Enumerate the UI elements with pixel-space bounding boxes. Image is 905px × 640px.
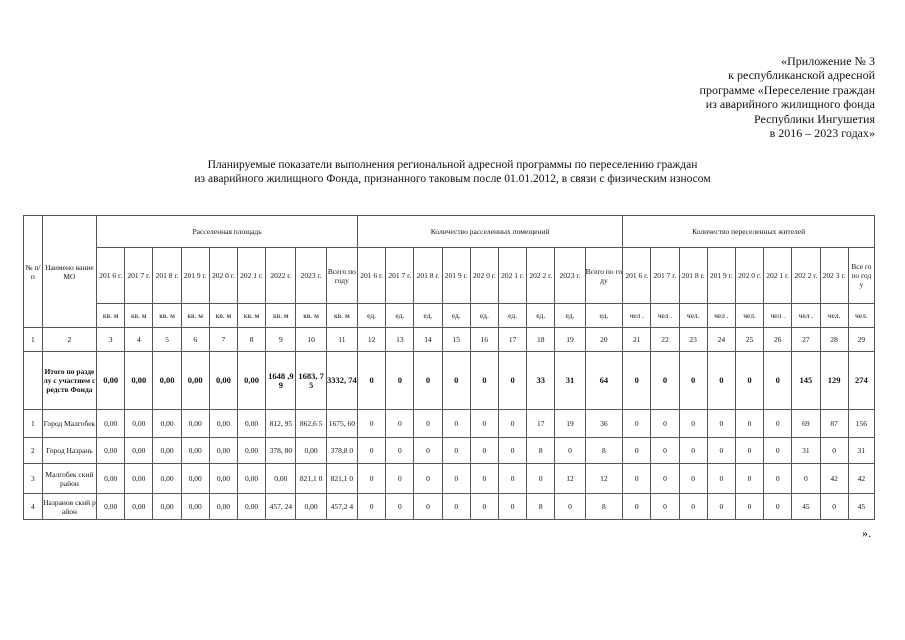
row-value-people: 45 (848, 494, 874, 520)
header-unit: кв. м (97, 304, 125, 328)
column-number: 28 (820, 328, 848, 352)
row-value-rooms: 0 (414, 438, 442, 464)
row-value-people: 42 (820, 464, 848, 494)
row-value-rooms: 0 (414, 410, 442, 438)
row-value-people: 0 (820, 438, 848, 464)
row-value-area: 0,00 (238, 410, 266, 438)
column-number: 27 (792, 328, 820, 352)
header-year: 201 9 г. (707, 248, 735, 304)
row-value-people: 0 (651, 494, 679, 520)
column-number: 17 (498, 328, 526, 352)
row-value-people: 0 (820, 494, 848, 520)
row-value-rooms: 0 (470, 494, 498, 520)
header-year: 201 7 г. (125, 248, 153, 304)
row-value-area: 378, 80 (266, 438, 296, 464)
header-year: 202 2 г. (792, 248, 820, 304)
header-year: 201 8 г. (414, 248, 442, 304)
row-value-rooms: 31 (555, 352, 585, 410)
header-year: 202 0 г. (735, 248, 763, 304)
header-unit: чел . (651, 304, 679, 328)
header-year: 202 1 г. (764, 248, 792, 304)
row-value-rooms: 0 (386, 438, 414, 464)
column-number: 18 (527, 328, 555, 352)
document-heading (0, 158, 905, 186)
row-value-people: 129 (820, 352, 848, 410)
row-value-area: 0,00 (181, 494, 209, 520)
row-value-rooms: 8 (527, 494, 555, 520)
header-year: 2022 г. (266, 248, 296, 304)
column-number: 4 (125, 328, 153, 352)
row-value-people: 156 (848, 410, 874, 438)
row-value-people: 87 (820, 410, 848, 438)
row-value-people: 31 (792, 438, 820, 464)
row-value-people: 145 (792, 352, 820, 410)
row-value-area: 0,00 (153, 352, 181, 410)
header-unit: ед. (527, 304, 555, 328)
column-number: 12 (358, 328, 386, 352)
column-number: 13 (386, 328, 414, 352)
header-year: Всего по году (585, 248, 623, 304)
row-value-rooms: 0 (414, 352, 442, 410)
header-year: 2023 г. (555, 248, 585, 304)
row-value-rooms: 33 (527, 352, 555, 410)
row-value-people: 0 (679, 464, 707, 494)
row-value-area: 0,00 (296, 438, 326, 464)
row-value-area: 378,8 0 (326, 438, 357, 464)
row-value-people: 0 (764, 438, 792, 464)
row-value-people: 0 (651, 438, 679, 464)
row-value-rooms: 0 (358, 438, 386, 464)
row-value-rooms: 8 (585, 438, 623, 464)
row-value-rooms: 17 (527, 410, 555, 438)
row-value-rooms: 0 (498, 438, 526, 464)
header-unit: кв. м (296, 304, 326, 328)
header-group-people: Количество переселенных жителей (623, 216, 875, 248)
header-year: 201 8 г. (679, 248, 707, 304)
column-number: 2 (42, 328, 96, 352)
header-unit: чел . (707, 304, 735, 328)
header-year: Всего по году (326, 248, 357, 304)
column-number: 20 (585, 328, 623, 352)
row-value-area: 0,00 (209, 410, 237, 438)
column-number: 24 (707, 328, 735, 352)
row-value-area: 457, 24 (266, 494, 296, 520)
row-value-area: 0,00 (181, 352, 209, 410)
row-value-people: 0 (707, 438, 735, 464)
column-number: 29 (848, 328, 874, 352)
row-value-rooms: 0 (498, 410, 526, 438)
column-number: 10 (296, 328, 326, 352)
row-value-rooms: 0 (470, 410, 498, 438)
row-value-area: 812, 95 (266, 410, 296, 438)
row-value-people: 69 (792, 410, 820, 438)
row-value-area: 0,00 (125, 494, 153, 520)
column-number: 14 (414, 328, 442, 352)
column-number: 11 (326, 328, 357, 352)
row-value-area: 0,00 (153, 438, 181, 464)
row-value-area: 457,2 4 (326, 494, 357, 520)
row-municipality: Малгобек ский район (42, 464, 96, 494)
row-value-people: 0 (707, 494, 735, 520)
row-value-area: 0,00 (125, 438, 153, 464)
row-value-area: 0,00 (153, 410, 181, 438)
row-value-area: 1683, 75 (296, 352, 326, 410)
row-value-people: 42 (848, 464, 874, 494)
column-number: 9 (266, 328, 296, 352)
row-value-people: 0 (651, 464, 679, 494)
header-unit: чел . (792, 304, 820, 328)
header-unit: ед. (442, 304, 470, 328)
header-year: 202 0 г. (209, 248, 237, 304)
row-value-people: 0 (735, 464, 763, 494)
column-number: 15 (442, 328, 470, 352)
row-value-rooms: 0 (358, 464, 386, 494)
appendix-line: к республиканской адресной (728, 68, 875, 83)
header-unit: чел . (623, 304, 651, 328)
row-value-area: 0,00 (209, 494, 237, 520)
header-number: № п/п (24, 216, 43, 328)
header-unit: чел. (735, 304, 763, 328)
row-value-rooms: 0 (442, 410, 470, 438)
row-value-rooms: 0 (470, 464, 498, 494)
row-value-area: 0,00 (125, 410, 153, 438)
header-unit: ед. (498, 304, 526, 328)
heading-line-1: Планируемые показатели выполнения региональной адресной программы по переселению граждан (207, 159, 698, 171)
row-value-people: 0 (623, 494, 651, 520)
row-value-rooms: 0 (358, 410, 386, 438)
row-value-rooms: 8 (527, 438, 555, 464)
row-value-people: 0 (764, 494, 792, 520)
header-unit: чел. (820, 304, 848, 328)
appendix-line: в 2016 – 2023 годах» (769, 126, 875, 141)
header-unit: кв. м (326, 304, 357, 328)
row-value-rooms: 12 (555, 464, 585, 494)
row-value-area: 0,00 (238, 352, 266, 410)
row-value-area: 1648 ,99 (266, 352, 296, 410)
row-value-people: 0 (651, 352, 679, 410)
row-number: 2 (24, 438, 43, 464)
header-year: 202 2 г. (527, 248, 555, 304)
row-value-area: 0,00 (209, 438, 237, 464)
header-group-rooms: Количество расселенных помещений (358, 216, 623, 248)
header-unit: ед. (358, 304, 386, 328)
row-value-rooms: 0 (527, 464, 555, 494)
row-value-area: 0,00 (181, 410, 209, 438)
row-value-rooms: 0 (414, 494, 442, 520)
appendix-line: «Приложение № 3 (781, 54, 875, 68)
row-value-rooms: 19 (555, 410, 585, 438)
row-value-people: 274 (848, 352, 874, 410)
row-value-rooms: 0 (498, 352, 526, 410)
column-number: 16 (470, 328, 498, 352)
row-value-area: 821,1 0 (326, 464, 357, 494)
row-value-area: 0,00 (181, 438, 209, 464)
row-value-rooms: 0 (442, 438, 470, 464)
row-municipality: Назранов ский район (42, 494, 96, 520)
row-value-area: 0,00 (153, 494, 181, 520)
row-municipality: Город Назрань (42, 438, 96, 464)
row-value-area: 0,00 (97, 494, 125, 520)
row-value-rooms: 36 (585, 410, 623, 438)
header-unit: ед. (386, 304, 414, 328)
row-value-area: 0,00 (209, 464, 237, 494)
row-value-area: 0,00 (238, 494, 266, 520)
row-value-area: 0,00 (238, 464, 266, 494)
row-value-area: 862,6 5 (296, 410, 326, 438)
header-unit: чел. (679, 304, 707, 328)
row-value-rooms: 8 (585, 494, 623, 520)
header-year: 202 1 г. (238, 248, 266, 304)
header-unit: ед. (585, 304, 623, 328)
header-year: 202 1 г. (498, 248, 526, 304)
row-value-people: 0 (679, 494, 707, 520)
row-value-area: 0,00 (97, 438, 125, 464)
header-year: 202 3 г. (820, 248, 848, 304)
row-value-people: 0 (707, 352, 735, 410)
header-unit: кв. м (181, 304, 209, 328)
column-number: 6 (181, 328, 209, 352)
header-unit: ед. (470, 304, 498, 328)
row-value-rooms: 0 (498, 494, 526, 520)
row-value-rooms: 0 (386, 494, 414, 520)
header-year: 201 6 г. (623, 248, 651, 304)
column-number: 23 (679, 328, 707, 352)
row-value-people: 0 (764, 464, 792, 494)
header-unit: кв. м (266, 304, 296, 328)
row-value-area: 0,00 (97, 410, 125, 438)
row-value-rooms: 0 (442, 352, 470, 410)
column-number: 8 (238, 328, 266, 352)
column-number: 26 (764, 328, 792, 352)
row-value-people: 31 (848, 438, 874, 464)
column-number: 3 (97, 328, 125, 352)
row-value-area: 821,1 0 (296, 464, 326, 494)
header-year: Все го по год у (848, 248, 874, 304)
header-unit: кв. м (209, 304, 237, 328)
row-value-people: 0 (735, 438, 763, 464)
row-number: 4 (24, 494, 43, 520)
header-year: 201 9 г. (442, 248, 470, 304)
header-year: 201 8 г. (153, 248, 181, 304)
header-unit: кв. м (153, 304, 181, 328)
row-value-rooms: 0 (555, 494, 585, 520)
row-value-area: 0,00 (97, 464, 125, 494)
row-value-people: 45 (792, 494, 820, 520)
row-value-rooms: 0 (470, 438, 498, 464)
column-number: 21 (623, 328, 651, 352)
row-value-people: 0 (764, 352, 792, 410)
column-number: 19 (555, 328, 585, 352)
header-unit: чел. (848, 304, 874, 328)
header-unit: кв. м (125, 304, 153, 328)
row-value-area: 0,00 (266, 464, 296, 494)
row-value-area: 1675, 60 (326, 410, 357, 438)
row-value-area: 0,00 (125, 352, 153, 410)
row-value-people: 0 (623, 438, 651, 464)
row-value-rooms: 0 (555, 438, 585, 464)
header-year: 201 9 г. (181, 248, 209, 304)
column-number: 25 (735, 328, 763, 352)
row-value-people: 0 (707, 410, 735, 438)
row-value-area: 3332, 74 (326, 352, 357, 410)
appendix-line: Республики Ингушетия (754, 111, 875, 126)
header-year: 2023 г. (296, 248, 326, 304)
appendix-line: из аварийного жилищного фонда (705, 97, 875, 112)
row-value-people: 0 (679, 410, 707, 438)
row-value-people: 0 (735, 410, 763, 438)
row-value-people: 0 (623, 410, 651, 438)
header-group-area: Расселенная площадь (97, 216, 358, 248)
row-value-area: 0,00 (209, 352, 237, 410)
row-number (24, 352, 43, 410)
row-value-people: 0 (735, 352, 763, 410)
row-value-people: 0 (651, 410, 679, 438)
header-unit: чел . (764, 304, 792, 328)
row-value-rooms: 0 (386, 352, 414, 410)
header-unit: кв. м (238, 304, 266, 328)
row-value-rooms: 0 (470, 352, 498, 410)
header-unit: ед. (414, 304, 442, 328)
header-year: 201 6 г. (358, 248, 386, 304)
row-value-rooms: 0 (442, 464, 470, 494)
header-year: 201 7 г. (386, 248, 414, 304)
column-number: 1 (24, 328, 43, 352)
header-unit: ед. (555, 304, 585, 328)
row-value-people: 0 (707, 464, 735, 494)
row-value-rooms: 0 (386, 464, 414, 494)
row-value-people: 0 (623, 464, 651, 494)
row-value-area: 0,00 (238, 438, 266, 464)
row-value-area: 0,00 (296, 494, 326, 520)
header-year: 202 0 г. (470, 248, 498, 304)
row-value-people: 0 (735, 494, 763, 520)
header-year: 201 7 г. (651, 248, 679, 304)
column-number: 22 (651, 328, 679, 352)
row-value-people: 0 (623, 352, 651, 410)
row-value-rooms: 0 (358, 352, 386, 410)
row-value-people: 0 (679, 438, 707, 464)
row-value-rooms: 0 (358, 494, 386, 520)
indicators-table (23, 215, 875, 520)
column-number: 7 (209, 328, 237, 352)
appendix-line: программе «Переселение граждан (699, 82, 875, 97)
row-value-rooms: 0 (414, 464, 442, 494)
row-value-area: 0,00 (181, 464, 209, 494)
row-number: 1 (24, 410, 43, 438)
closing-quote: ». (862, 526, 871, 540)
row-value-area: 0,00 (97, 352, 125, 410)
row-value-rooms: 12 (585, 464, 623, 494)
column-number: 5 (153, 328, 181, 352)
header-year: 201 6 г. (97, 248, 125, 304)
row-municipality: Итого по разделу с участием средств Фонда (42, 352, 96, 410)
row-value-rooms: 0 (442, 494, 470, 520)
row-number: 3 (24, 464, 43, 494)
row-municipality: Город Малгобек (42, 410, 96, 438)
header-municipality: Наимено вание МО (42, 216, 96, 328)
row-value-people: 0 (792, 464, 820, 494)
appendix-block (700, 54, 875, 140)
row-value-people: 0 (764, 410, 792, 438)
row-value-area: 0,00 (153, 464, 181, 494)
row-value-people: 0 (679, 352, 707, 410)
row-value-area: 0,00 (125, 464, 153, 494)
row-value-rooms: 0 (386, 410, 414, 438)
row-value-rooms: 64 (585, 352, 623, 410)
heading-line-2: из аварийного жилищного Фонда, признанного таковым после 01.01.2012, в связи с физическим износом (194, 173, 711, 185)
row-value-rooms: 0 (498, 464, 526, 494)
